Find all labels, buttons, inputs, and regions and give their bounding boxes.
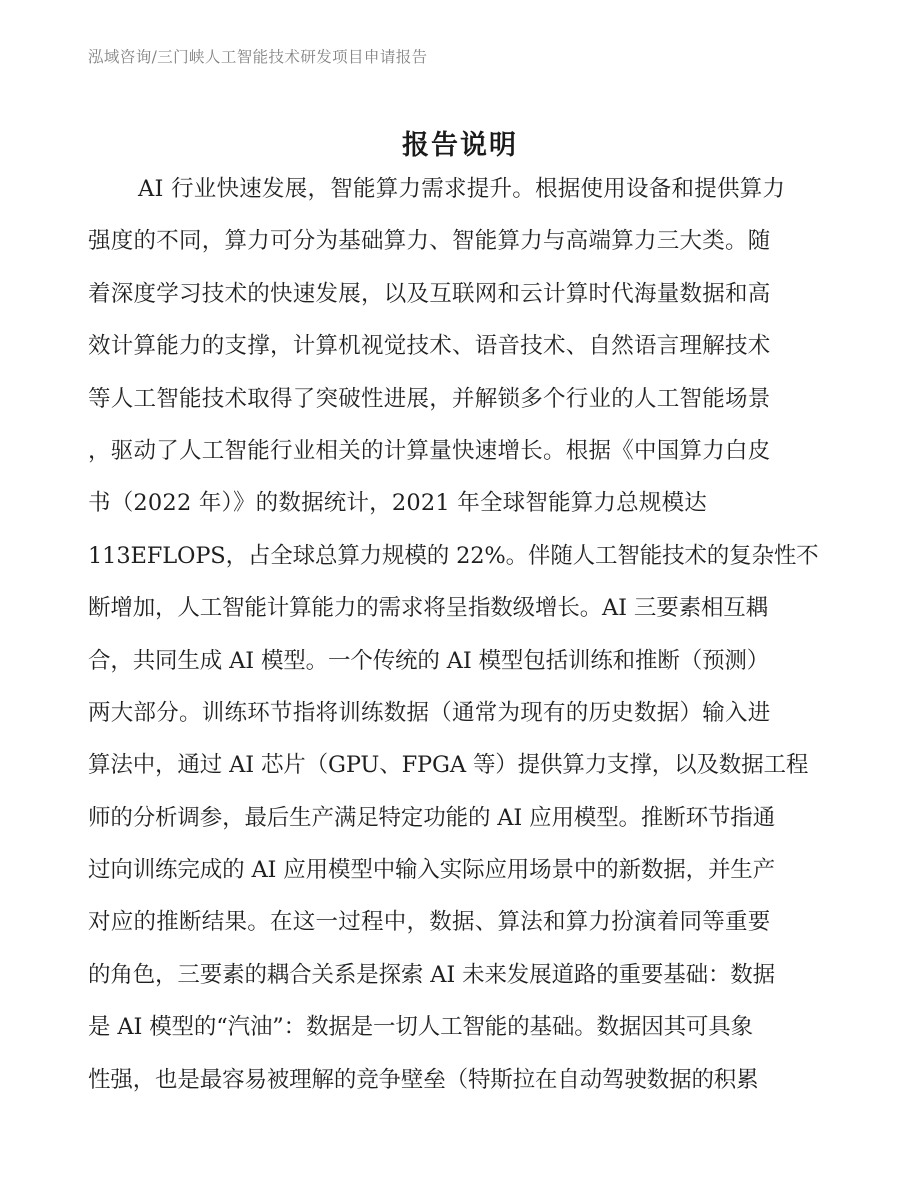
body-line: 算法中，通过 AI 芯片（GPU、FPGA 等）提供算力支撑，以及数据工程	[88, 752, 809, 779]
body-line: 书（2022 年）》的数据统计，2021 年全球智能算力总规模达	[88, 490, 707, 517]
body-line: 效计算能力的支撑，计算机视觉技术、语音技术、自然语言理解技术	[88, 333, 771, 360]
body-line: ，驱动了人工智能行业相关的计算量快速增长。根据《中国算力白皮	[88, 437, 771, 464]
body-line: 过向训练完成的 AI 应用模型中输入实际应用场景中的新数据，并生产	[88, 857, 775, 884]
body-line: 着深度学习技术的快速发展，以及互联网和云计算时代海量数据和高	[88, 280, 771, 307]
body-line: 断增加，人工智能计算能力的需求将呈指数级增长。AI 三要素相互耦	[88, 595, 768, 622]
body-line: 两大部分。训练环节指将训练数据（通常为现有的历史数据）输入进	[88, 699, 771, 726]
running-header: 泓域咨询/三门峡人工智能技术研发项目申请报告	[88, 48, 428, 66]
body-line: 的角色，三要素的耦合关系是探索 AI 未来发展道路的重要基础：数据	[88, 961, 775, 988]
body-text-block	[88, 163, 836, 1106]
body-line: 等人工智能技术取得了突破性进展，并解锁多个行业的人工智能场景	[88, 385, 771, 412]
body-line: AI 行业快速发展，智能算力需求提升。根据使用设备和提供算力	[138, 176, 786, 202]
body-line: 113EFLOPS，占全球总算力规模的 22%。伴随人工智能技术的复杂性不	[88, 542, 819, 569]
body-line: 性强，也是最容易被理解的竞争壁垒（特斯拉在自动驾驶数据的积累	[88, 1066, 759, 1093]
body-line: 强度的不同，算力可分为基础算力、智能算力与高端算力三大类。随	[88, 228, 771, 255]
body-line: 对应的推断结果。在这一过程中，数据、算法和算力扮演着同等重要	[88, 909, 771, 936]
page-title: 报告说明	[402, 130, 518, 162]
body-line: 是 AI 模型的“汽油”：数据是一切人工智能的基础。数据因其可具象	[88, 1014, 753, 1041]
body-line: 合，共同生成 AI 模型。一个传统的 AI 模型包括训练和推断（预测）	[88, 647, 770, 674]
body-line: 师的分析调参，最后生产满足特定功能的 AI 应用模型。推断环节指通	[88, 804, 775, 831]
